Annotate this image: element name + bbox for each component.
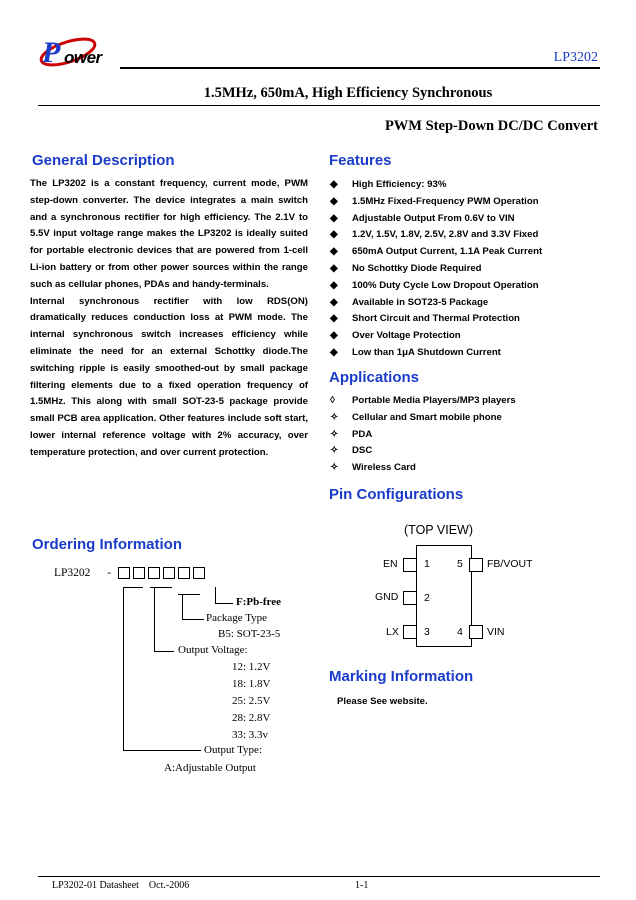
pin-5-number: 5 <box>457 558 463 570</box>
code-box-4 <box>163 567 175 579</box>
diamond-bullet-icon: ◆ <box>330 346 338 358</box>
star-bullet-icon: ✧ <box>330 462 339 474</box>
diamond-bullet-icon: ◆ <box>330 296 338 308</box>
marking-information-text: Please See website. <box>337 696 428 707</box>
diamond-bullet-icon: ◆ <box>330 262 338 274</box>
output-voltage-label: Output Voltage: <box>178 644 248 656</box>
code-box-3 <box>148 567 160 579</box>
list-item: ◆ 1.2V, 1.5V, 1.8V, 2.5V, 2.8V and 3.3V Fixed <box>328 227 542 244</box>
company-logo <box>38 32 130 70</box>
doc-title-line1: 1.5MHz, 650mA, High Efficiency Synchronous <box>203 85 493 101</box>
pin-2-number: 2 <box>424 592 430 604</box>
star-bullet-icon: ✧ <box>330 411 339 423</box>
pin-2-name: GND <box>375 591 399 603</box>
footer-doc-info: LP3202-01 Datasheet Oct.-2006 <box>52 880 190 891</box>
list-item: ✧ PDA <box>328 427 516 444</box>
voltage-option-33: 33: 3.3v <box>232 729 269 741</box>
diamond-bullet-icon: ◆ <box>330 212 338 224</box>
svg-text:P: P <box>42 36 61 69</box>
output-type-value: A:Adjustable Output <box>164 762 256 774</box>
bracket-output-type-top <box>123 587 143 588</box>
list-item: ◆ Low than 1μA Shutdown Current <box>328 345 542 362</box>
list-item: ✧ Cellular and Smart mobile phone <box>328 410 516 427</box>
features-heading: Features <box>329 152 392 169</box>
list-item: ◆ Short Circuit and Thermal Protection <box>328 311 542 328</box>
list-item: ◆ 100% Duty Cycle Low Dropout Operation <box>328 278 542 295</box>
list-item: ✧ DSC <box>328 443 516 460</box>
pin-3-number: 3 <box>424 626 430 638</box>
bracket-voltage-vert <box>154 587 155 651</box>
pin-5-pad <box>469 558 483 572</box>
bracket-output-type-bottom <box>123 750 201 751</box>
list-item: ◆ Adjustable Output From 0.6V to VIN <box>328 211 542 228</box>
description-paragraph-1: The LP3202 is a constant frequency, current mode, PWM step-down converter. The device integrates a main switch and a synchronous rectifier for high efficiency. The 2.1V to 5.5V input voltage range makes the LP3202 is ideally suited for portable electronic devices that are powered from 1-cell Li-ion battery or from other power sources within the range such as cellular phones, PDAs and handy-terminals. <box>30 178 308 290</box>
marking-information-heading: Marking Information <box>329 668 474 685</box>
package-type-label: Package Type <box>206 612 268 624</box>
logo-text: ower <box>64 48 102 67</box>
doc-title-line2: PWM Step-Down DC/DC Convert <box>384 118 598 134</box>
features-list <box>328 177 542 362</box>
pin-2-pad <box>403 591 417 605</box>
diamond-bullet-icon: ◆ <box>330 229 338 241</box>
bracket-output-type-vert <box>123 587 124 750</box>
pin-1-pad <box>403 558 417 572</box>
top-view-label: (TOP VIEW) <box>404 523 473 537</box>
applications-list <box>328 393 516 477</box>
pb-free-label: F:Pb-free <box>236 596 281 608</box>
list-item: ◊ Portable Media Players/MP3 players <box>328 393 516 410</box>
title-rule <box>38 105 600 106</box>
ordering-code <box>54 567 208 579</box>
part-prefix: LP3202 <box>54 567 91 579</box>
voltage-option-25: 25: 2.5V <box>232 695 271 707</box>
diamond-bullet-icon: ◆ <box>330 330 338 342</box>
voltage-option-28: 28: 2.8V <box>232 712 271 724</box>
voltage-option-12: 12: 1.2V <box>232 661 271 673</box>
pin-3-pad <box>403 625 417 639</box>
general-description-text <box>30 176 308 462</box>
list-item: ◆ 1.5MHz Fixed-Frequency PWM Operation <box>328 194 542 211</box>
bracket-pbfree-bottom <box>215 603 233 604</box>
pin-4-pad <box>469 625 483 639</box>
list-item: ◆ High Efficiency: 93% <box>328 177 542 194</box>
footer-rule <box>38 876 600 877</box>
ordering-information-heading: Ordering Information <box>32 536 182 553</box>
code-dash: - <box>107 567 112 579</box>
list-item: ◆ 650mA Output Current, 1.1A Peak Current <box>328 244 542 261</box>
bracket-package-bottom <box>182 619 204 620</box>
code-box-5 <box>178 567 190 579</box>
diamond-bullet-icon: ◆ <box>330 195 338 207</box>
part-number: LP3202 <box>553 50 598 65</box>
diamond-bullet-icon: ◆ <box>330 246 338 258</box>
pin-3-name: LX <box>386 626 399 638</box>
bracket-pbfree-vert <box>215 587 216 603</box>
star-bullet-icon: ✧ <box>330 428 339 440</box>
voltage-option-18: 18: 1.8V <box>232 678 271 690</box>
pin-1-name: EN <box>383 558 398 570</box>
list-item: ◆ Available in SOT23-5 Package <box>328 295 542 312</box>
footer-page-number: 1-1 <box>355 880 369 891</box>
list-item: ✧ Wireless Card <box>328 460 516 477</box>
pin-1-number: 1 <box>424 558 430 570</box>
applications-heading: Applications <box>329 369 420 386</box>
bracket-voltage-bottom <box>154 651 174 652</box>
package-type-value: B5: SOT-23-5 <box>218 628 281 640</box>
diamond-bullet-icon: ◆ <box>330 279 338 291</box>
code-box-2 <box>133 567 145 579</box>
list-item: ◆ No Schottky Diode Required <box>328 261 542 278</box>
general-description-heading: General Description <box>32 152 175 169</box>
code-box-1 <box>118 567 130 579</box>
code-box-6 <box>193 567 205 579</box>
diamond-bullet-icon: ◆ <box>330 313 338 325</box>
header-rule <box>120 67 600 69</box>
description-paragraph-2: Internal synchronous rectifier with low RDS(ON) dramatically reduces conduction loss at PWM mode. The internal synchronous switch increases efficiency while eliminate the need for an external Schottky diode.The switching ripple is easily smoothed-out by small package filtering elements due to a fixed operation frequency of 1.5MHz. This along with small SOT-23-5 package provide small PCB area application. Other features include soft start, lower internal reference voltage with 2% accuracy, over temperature protection, and over current protection. <box>30 295 308 458</box>
bracket-package-vert <box>182 594 183 619</box>
pin-4-number: 4 <box>457 626 463 638</box>
pin-4-name: VIN <box>487 626 505 638</box>
star-bullet-icon: ✧ <box>330 445 339 457</box>
output-type-label: Output Type: <box>204 744 262 756</box>
list-item: ◆ Over Voltage Protection <box>328 328 542 345</box>
diamond-bullet-icon: ◆ <box>330 179 338 190</box>
hollow-diamond-bullet-icon: ◊ <box>330 395 335 406</box>
pin-5-name: FB/VOUT <box>487 558 533 570</box>
pin-configurations-heading: Pin Configurations <box>329 486 464 503</box>
